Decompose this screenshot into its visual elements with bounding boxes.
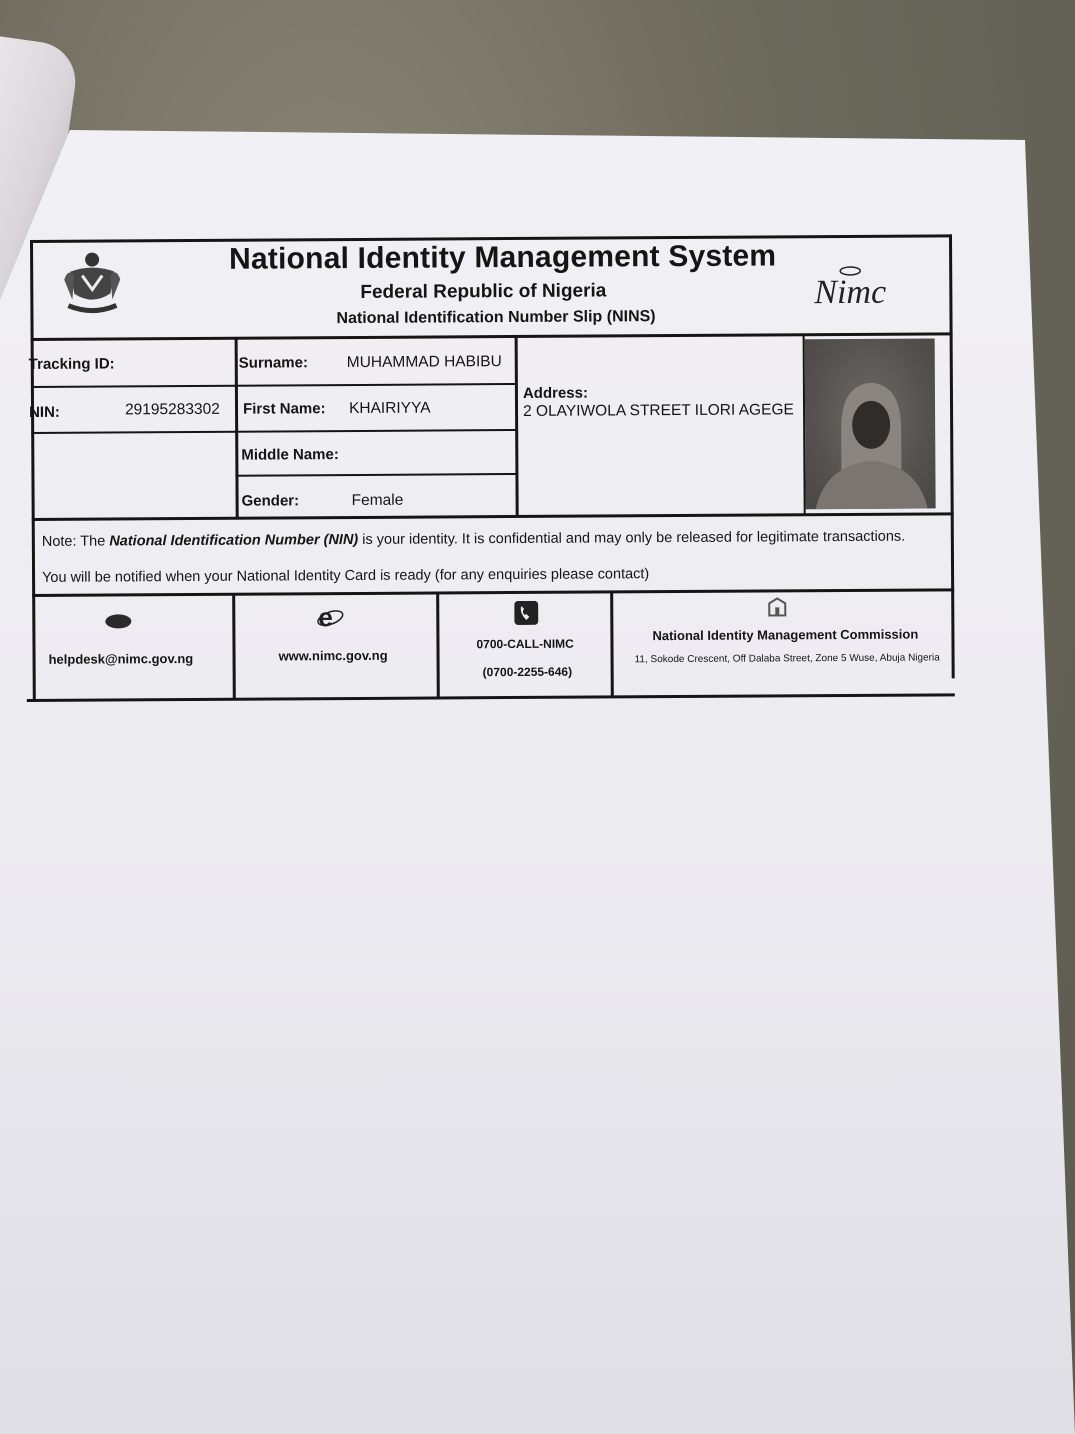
phone-digits: (0700-2255-646) bbox=[482, 664, 573, 680]
middle-name-label: Middle Name: bbox=[241, 446, 339, 464]
nimc-logo bbox=[812, 261, 892, 313]
page-subtitle: Federal Republic of Nigeria bbox=[360, 280, 607, 303]
nin-label: NIN: bbox=[29, 403, 60, 421]
gender-label: Gender: bbox=[241, 492, 300, 510]
note-line-1: Note: The National Identification Number (NIN) is your identity. It is confidential and may only be released for legitimate transactions. bbox=[41, 528, 906, 550]
org-name: National Identity Management Commission bbox=[652, 626, 919, 644]
nin-value: 29195283302 bbox=[124, 400, 220, 419]
page-title: National Identity Management System bbox=[229, 239, 777, 276]
svg-text:Nimc: Nimc bbox=[814, 273, 887, 312]
gender-value: Female bbox=[351, 491, 404, 510]
first-name-value: KHAIRIYYA bbox=[348, 399, 431, 418]
phone-icon bbox=[514, 601, 538, 625]
coat-of-arms-icon bbox=[60, 249, 124, 319]
first-name-label: First Name: bbox=[242, 400, 326, 418]
holder-photo bbox=[805, 338, 936, 509]
address-label: Address: bbox=[522, 384, 589, 402]
website-link: www.nimc.gov.ng bbox=[278, 647, 388, 664]
phone-number: 0700-CALL-NIMC bbox=[476, 636, 574, 652]
building-icon bbox=[766, 595, 788, 617]
surname-value: MUHAMMAD HABIBU bbox=[346, 353, 502, 372]
nin-slip bbox=[24, 234, 955, 702]
globe-e-icon bbox=[316, 604, 344, 630]
org-address: 11, Sokode Crescent, Off Dalaba Street, Zone 5 Wuse, Abuja Nigeria bbox=[634, 652, 940, 666]
address-value: 2 OLAYIWOLA STREET ILORI AGEGE bbox=[523, 401, 794, 420]
mail-icon bbox=[104, 613, 132, 629]
note-line-2: You will be notified when your National Identity Card is ready (for any enquiries please contact) bbox=[42, 566, 650, 586]
svg-text:e: e bbox=[318, 604, 333, 631]
helpdesk-email: helpdesk@nimc.gov.ng bbox=[48, 650, 194, 667]
paper-shadow bbox=[0, 940, 1075, 1434]
slip-name: National Identification Number Slip (NINS) bbox=[336, 308, 656, 328]
surname-label: Surname: bbox=[238, 354, 308, 372]
tracking-id-label: Tracking ID: bbox=[28, 355, 115, 373]
